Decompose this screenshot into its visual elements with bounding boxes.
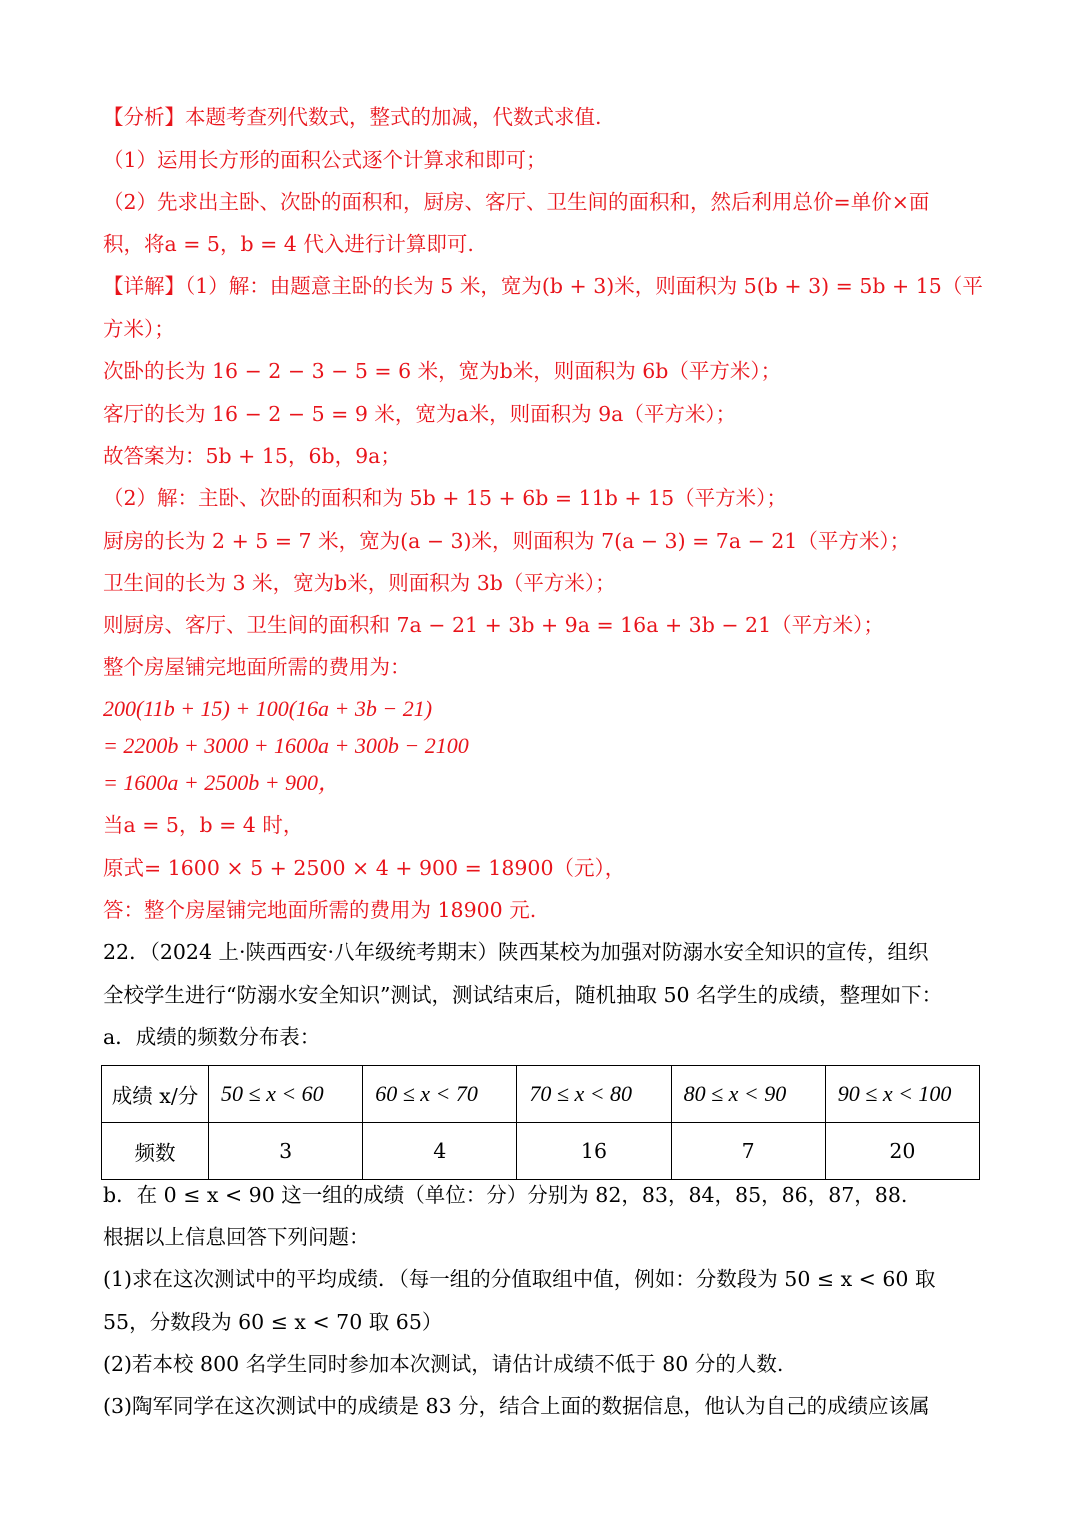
detail-line-10: 整个房屋铺完地面所需的费用为：: [103, 655, 411, 679]
formula-line-3: = 1600a + 2500b + 900，: [103, 770, 341, 795]
table-header-cell: 50 ≤ x < 60: [209, 1066, 363, 1123]
detail-line-14: 当a = 5，b = 4 时，: [103, 813, 304, 837]
detail-line-15: 原式= 1600 × 5 + 2500 × 4 + 900 = 18900（元），: [103, 856, 626, 880]
table-header-cell: 70 ≤ x < 80: [517, 1066, 671, 1123]
analysis-line-2: （1）运用长方形的面积公式逐个计算求和即可；: [103, 148, 547, 172]
detail-line-9: 则厨房、客厅、卫生间的面积和 7a − 21 + 3b + 9a = 16a + 3b − 21（平方米）；: [103, 613, 884, 637]
detail-line-1: 【详解】（1）解：由题意主卧的长为 5 米，宽为(b + 3)米，则面积为 5(b + 3) = 5b + 15（平: [103, 274, 983, 298]
analysis-line-4: 积，将a = 5，b = 4 代入进行计算即可.: [103, 232, 474, 256]
question-line-4: b．在 0 ≤ x < 90 这一组的成绩（单位：分）分别为 82，83，84，85，86，87，88.: [103, 1183, 908, 1207]
table-header-cell: 60 ≤ x < 70: [363, 1066, 517, 1123]
question-line-1: 22．（2024 上·陕西西安·八年级统考期末）陕西某校为加强对防溺水安全知识的宣传，组织: [103, 940, 929, 964]
analysis-line-1: 【分析】本题考查列代数式，整式的加减，代数式求值.: [103, 105, 602, 129]
detail-line-5: 故答案为：5b + 15，6b，9a；: [103, 444, 401, 468]
question-line-3: a．成绩的频数分布表：: [103, 1025, 321, 1049]
detail-line-16: 答：整个房屋铺完地面所需的费用为 18900 元.: [103, 898, 537, 922]
detail-line-7: 厨房的长为 2 + 5 = 7 米，宽为(a − 3)米，则面积为 7(a − 3) = 7a − 21（平方米）；: [103, 529, 911, 553]
table-cell: 3: [209, 1123, 363, 1180]
formula-line-1: 200(11b + 15) + 100(16a + 3b − 21): [103, 696, 433, 721]
detail-line-6: （2）解：主卧、次卧的面积和为 5b + 15 + 6b = 11b + 15（平方米）；: [103, 486, 787, 510]
table-header-cell: 90 ≤ x < 100: [825, 1066, 979, 1123]
question-line-9: (3)陶军同学在这次测试中的成绩是 83 分，结合上面的数据信息，他认为自己的成绩应该属: [103, 1394, 930, 1418]
table-row: [102, 1066, 980, 1123]
frequency-table: [101, 1065, 980, 1180]
question-line-6: (1)求在这次测试中的平均成绩．（每一组的分值取组中值，例如：分数段为 50 ≤ x < 60 取: [103, 1267, 936, 1291]
analysis-line-3: （2）先求出主卧、次卧的面积和，厨房、客厅、卫生间的面积和，然后利用总价=单价×面: [103, 190, 930, 214]
question-line-2: 全校学生进行“防溺水安全知识”测试，测试结束后，随机抽取 50 名学生的成绩，整理如下：: [103, 983, 943, 1007]
table-cell: 16: [517, 1123, 671, 1180]
table-row: [102, 1123, 980, 1180]
detail-line-8: 卫生间的长为 3 米，宽为b米，则面积为 3b（平方米）；: [103, 571, 616, 595]
question-line-8: (2)若本校 800 名学生同时参加本次测试，请估计成绩不低于 80 分的人数.: [103, 1352, 784, 1376]
question-line-7: 55，分数段为 60 ≤ x < 70 取 65）: [103, 1310, 443, 1334]
detail-line-3: 次卧的长为 16 − 2 − 3 − 5 = 6 米，宽为b米，则面积为 6b（平方米）；: [103, 359, 782, 383]
table-cell: 频数: [102, 1123, 209, 1180]
table-cell: 7: [671, 1123, 825, 1180]
table-header-cell: 成绩 x/分: [102, 1066, 209, 1123]
table-header-cell: 80 ≤ x < 90: [671, 1066, 825, 1123]
detail-line-4: 客厅的长为 16 − 2 − 5 = 9 米，宽为a米，则面积为 9a（平方米）；: [103, 402, 737, 426]
table-cell: 4: [363, 1123, 517, 1180]
table-cell: 20: [825, 1123, 979, 1180]
question-line-5: 根据以上信息回答下列问题：: [103, 1225, 370, 1249]
detail-line-2: 方米）；: [103, 317, 175, 341]
formula-line-2: = 2200b + 3000 + 1600a + 300b − 2100: [103, 733, 469, 758]
